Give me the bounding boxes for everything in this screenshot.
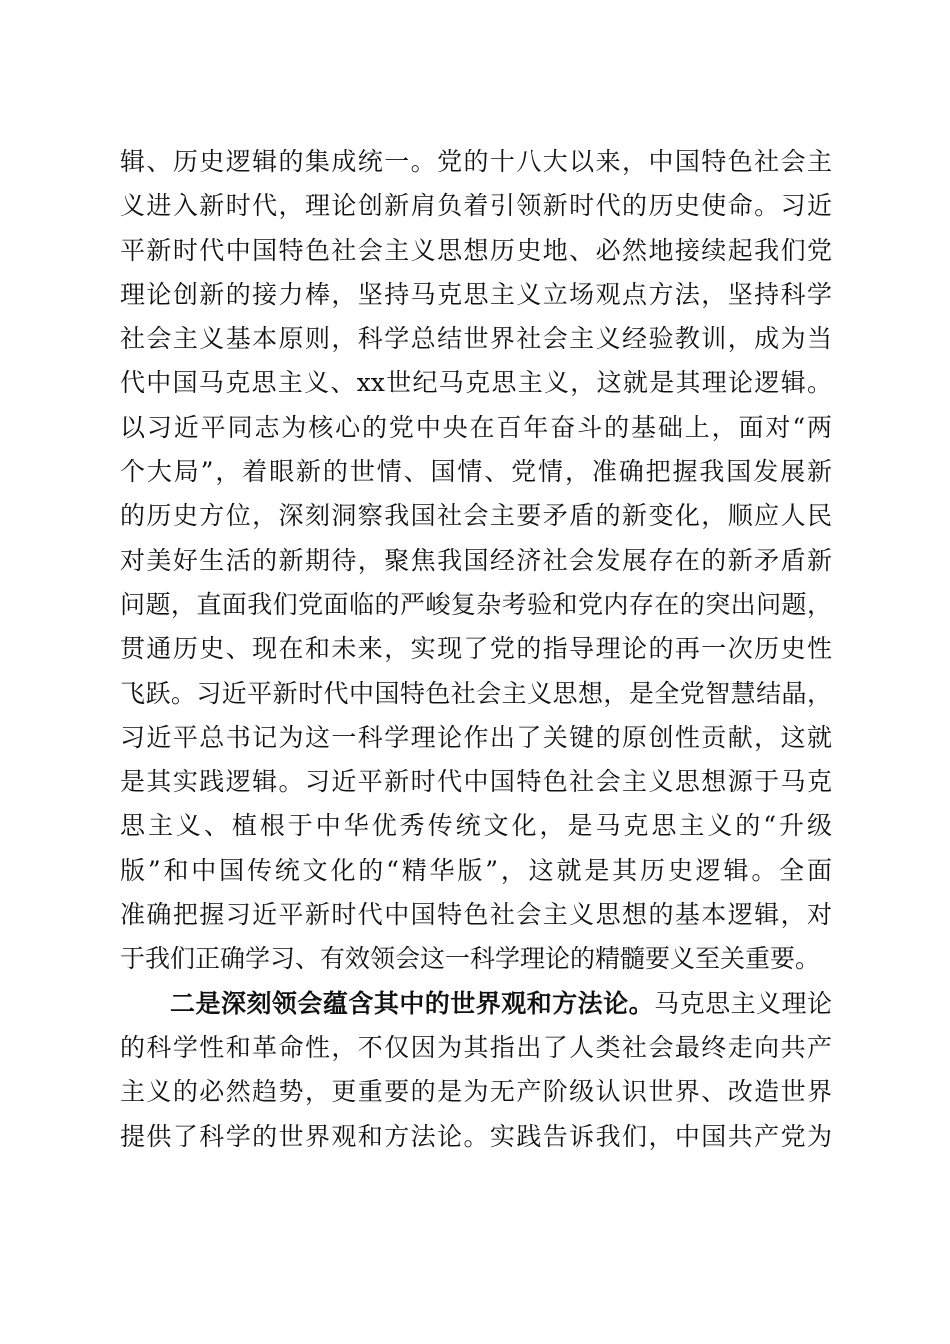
text-line: 于我们正确学习、有效领会这一科学理论的精髓要义至关重要。 [120, 944, 821, 974]
text-line: 主义的必然趋势，更重要的是为无产阶级认识世界、改造世界 [120, 1077, 832, 1107]
text-line: 义进入新时代，理论创新肩负着引领新时代的历史使命。习近 [120, 191, 832, 221]
text-line: 是其实践逻辑。习近平新时代中国特色社会主义思想源于马克 [120, 767, 832, 797]
text-run: 马克思主义理论 [654, 988, 833, 1018]
text-line: 习近平总书记为这一科学理论作出了关键的原创性贡献，这就 [120, 722, 832, 752]
text-line: 的历史方位，深刻洞察我国社会主要矛盾的新变化，顺应人民 [120, 501, 832, 531]
paragraph-continuation [120, 140, 832, 982]
text-line: 准确把握习近平新时代中国特色社会主义思想的基本逻辑，对 [120, 900, 832, 930]
text-line: 平新时代中国特色社会主义思想历史地、必然地接续起我们党 [120, 235, 832, 265]
text-line: 飞跃。习近平新时代中国特色社会主义思想，是全党智慧结晶， [120, 678, 832, 708]
text-line: 以习近平同志为核心的党中央在百年奋斗的基础上，面对“两 [120, 412, 832, 442]
text-line: 提供了科学的世界观和方法论。实践告诉我们，中国共产党为 [120, 1121, 832, 1151]
paragraph-first-line [120, 982, 832, 1026]
text-line: 代中国马克思主义、xx世纪马克思主义，这就是其理论逻辑。 [120, 368, 832, 398]
section-heading: 二是深刻领会蕴含其中的世界观和方法论。 [170, 988, 655, 1018]
text-line: 贯通历史、现在和未来，实现了党的指导理论的再一次历史性 [120, 634, 832, 664]
text-line: 辑、历史逻辑的集成统一。党的十八大以来，中国特色社会主 [120, 147, 832, 176]
text-line: 思主义、植根于中华优秀传统文化，是马克思主义的“升级 [120, 811, 832, 841]
text-line: 版”和中国传统文化的“精华版”，这就是其历史逻辑。全面 [120, 855, 832, 885]
text-line: 问题，直面我们党面临的严峻复杂考验和党内存在的突出问题， [120, 589, 832, 619]
text-line: 社会主义基本原则，科学总结世界社会主义经验教训，成为当 [120, 324, 832, 354]
paragraph-worldview [120, 982, 832, 1159]
text-line: 的科学性和革命性，不仅因为其指出了人类社会最终走向共产 [120, 1032, 832, 1062]
document-body [120, 140, 832, 1159]
text-line: 个大局”，着眼新的世情、国情、党情，准确把握我国发展新 [120, 457, 832, 487]
text-line: 理论创新的接力棒，坚持马克思主义立场观点方法，坚持科学 [120, 279, 832, 309]
text-line: 对美好生活的新期待，聚焦我国经济社会发展存在的新矛盾新 [120, 545, 832, 575]
